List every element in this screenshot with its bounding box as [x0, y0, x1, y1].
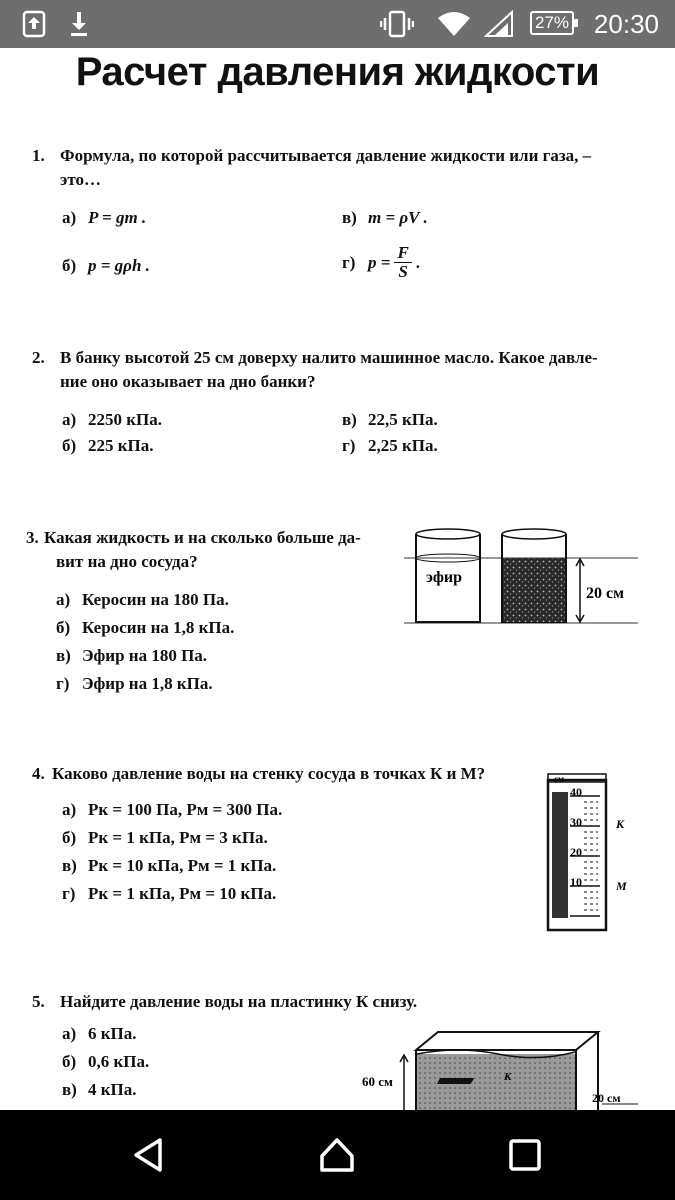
- question-1: [32, 144, 642, 192]
- question-number: 5.: [32, 992, 45, 1011]
- page-title: Расчет давления жидкости: [75, 50, 600, 94]
- question-text-cont: ние оно оказывает на дно банки?: [60, 372, 316, 391]
- height-20cm-label: 20 см: [592, 1091, 621, 1105]
- question-text-cont: вит на дно сосуда?: [56, 552, 198, 571]
- q4-option-g: г) Pк = 1 кПа, Pм = 10 кПа.: [62, 884, 277, 903]
- download-icon: [68, 10, 90, 38]
- svg-text:см: см: [554, 774, 565, 784]
- q3-option-g: г) Эфир на 1,8 кПа.: [56, 674, 213, 693]
- svg-text:К: К: [504, 1071, 512, 1083]
- q5-option-v: в) 4 кПа.: [62, 1080, 137, 1099]
- back-button[interactable]: [124, 1132, 174, 1178]
- document-view[interactable]: [0, 48, 675, 1110]
- svg-text:30: 30: [570, 815, 582, 829]
- q4-graduated-cylinder-figure: [544, 770, 634, 934]
- q2-option-v: в) 22,5 кПа.: [342, 410, 438, 429]
- question-number: 4.: [32, 764, 45, 783]
- question-2: [32, 346, 642, 394]
- question-text: Какая жидкость и на сколько больше да-: [44, 528, 361, 547]
- question-text: Формула, по которой рассчитывается давление жидкости или газа, –: [60, 146, 592, 165]
- depth-60cm-label: 60 см: [362, 1074, 393, 1089]
- question-number: 1.: [32, 146, 45, 165]
- clock: 20:30: [593, 9, 659, 39]
- q1-option-b: б) p = gρh .: [62, 256, 150, 275]
- question-5: [32, 990, 552, 1014]
- point-m-label: М: [616, 879, 627, 893]
- question-text: В банку высотой 25 см доверху налито машинное масло. Какое давле-: [60, 348, 598, 367]
- q2-option-a: а) 2250 кПа.: [62, 410, 163, 429]
- navigation-bar: [0, 1110, 675, 1200]
- q5-tank-figure: [358, 1016, 638, 1110]
- question-4: [32, 762, 552, 786]
- recents-button[interactable]: [500, 1132, 550, 1178]
- vibrate-icon: [380, 10, 414, 38]
- question-3: [26, 526, 406, 574]
- q3-option-a: а) Керосин на 180 Па.: [56, 590, 229, 609]
- q4-option-a: а) Pк = 100 Па, Pм = 300 Па.: [62, 800, 283, 819]
- question-text: Найдите давление воды на пластинку К снизу.: [60, 992, 418, 1011]
- upload-icon: [22, 10, 46, 38]
- question-number: 2.: [32, 348, 45, 367]
- q3-vessels-figure: [404, 524, 640, 634]
- svg-text:20: 20: [570, 845, 582, 859]
- q4-option-b: б) Pк = 1 кПа, Pм = 3 кПа.: [62, 828, 268, 847]
- height-20cm-label: 20 см: [586, 585, 624, 602]
- question-text: Каково давление воды на стенку сосуда в точках К и М?: [52, 764, 486, 783]
- q1-option-v: в) m = ρV .: [342, 208, 428, 227]
- point-k-label: К: [616, 817, 625, 831]
- q3-option-b: б) Керосин на 1,8 кПа.: [56, 618, 235, 637]
- q2-option-b: б) 225 кПа.: [62, 436, 154, 455]
- svg-text:40: 40: [570, 785, 582, 799]
- q1-option-g: г) p = $\frac{F}{S}$ .: [342, 243, 421, 281]
- status-bar: [0, 0, 675, 48]
- q2-option-g: г) 2,25 кПа.: [342, 436, 438, 455]
- q3-option-v: в) Эфир на 180 Па.: [56, 646, 208, 665]
- q1-option-a: а) P = gm .: [62, 208, 147, 227]
- home-button[interactable]: [312, 1132, 362, 1178]
- q4-option-v: в) Pк = 10 кПа, Pм = 1 кПа.: [62, 856, 277, 875]
- ether-label: эфир: [426, 569, 463, 586]
- question-number: 3.: [26, 528, 39, 547]
- svg-text:10: 10: [570, 875, 582, 889]
- signal-icon: [484, 10, 514, 38]
- wifi-icon: [436, 10, 472, 38]
- battery-icon: 27%: [530, 11, 574, 35]
- question-text-cont: это…: [60, 170, 101, 189]
- q5-option-a: а) 6 кПа.: [62, 1024, 137, 1043]
- q5-option-b: б) 0,6 кПа.: [62, 1052, 150, 1071]
